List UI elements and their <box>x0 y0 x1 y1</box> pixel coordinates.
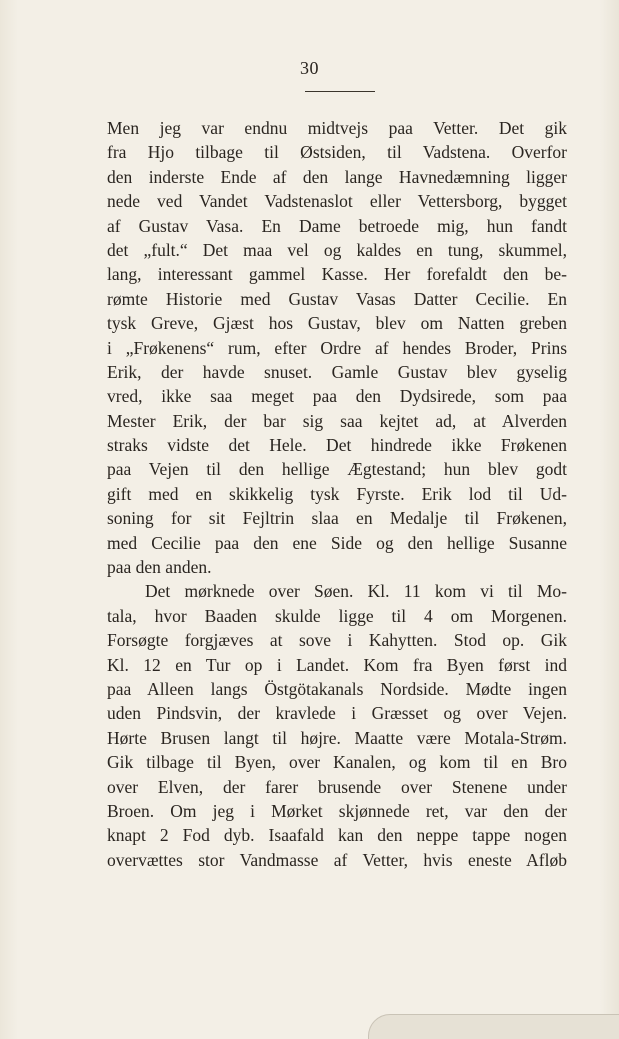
text-line: paa Alleen langs Östgötakanals Nordside. Mødte ingen <box>107 678 567 699</box>
text-line: straks vidste det Hele. Det hindrede ikke Frøkenen <box>107 435 567 456</box>
header-rule <box>305 91 375 92</box>
text-line: tysk Greve, Gjæst hos Gustav, blev om Natten greben <box>107 313 567 334</box>
text-line: soning for sit Fejltrin slaa en Medalje til Frøkenen, <box>107 508 567 529</box>
text-line: gift med en skikkelig tysk Fyrste. Erik lod til Ud- <box>107 483 567 504</box>
body-text <box>107 116 567 872</box>
text-line: Men jeg var endnu midtvejs paa Vetter. Det gik <box>107 118 567 138</box>
text-line: fra Hjo tilbage til Østsiden, til Vadstena. Overfor <box>107 142 567 163</box>
text-line: uden Pindsvin, der kravlede i Græsset og over Vejen. <box>107 703 567 724</box>
text-line: rømte Historie med Gustav Vasas Datter Cecilie. En <box>107 288 567 309</box>
text-line: af Gustav Vasa. En Dame betroede mig, hun fandt <box>107 215 567 236</box>
text-line: lang, interessant gammel Kasse. Her forefaldt den be- <box>107 264 567 285</box>
text-line: det „fult.“ Det maa vel og kaldes en tung, skummel, <box>107 239 567 260</box>
page-corner-curl <box>368 1014 619 1039</box>
paragraph-start-line: Det mørknede over Søen. Kl. 11 kom vi til Mo- <box>145 581 567 602</box>
text-line: Forsøgte forgjæves at sove i Kahytten. Stod op. Gik <box>107 630 567 651</box>
text-line: Broen. Om jeg i Mørket skjønnede ret, var den der <box>107 800 567 821</box>
text-line: Mester Erik, der bar sig saa kejtet ad, at Alverden <box>107 410 567 431</box>
text-line: i „Frøkenens“ rum, efter Ordre af hendes Broder, Prins <box>107 337 567 358</box>
text-line: Erik, der havde snuset. Gamle Gustav blev gyselig <box>107 361 567 382</box>
text-line: Hørte Brusen langt til højre. Maatte være Motala-Strøm. <box>107 727 567 748</box>
text-line: med Cecilie paa den ene Side og den hellige Susanne <box>107 532 567 553</box>
text-line: tala, hvor Baaden skulde ligge til 4 om Morgenen. <box>107 605 567 626</box>
paragraph-end-line: paa den anden. <box>107 557 212 578</box>
text-line: vred, ikke saa meget paa den Dydsirede, som paa <box>107 386 567 407</box>
page-number: 30 <box>300 58 319 78</box>
text-line: Kl. 12 en Tur op i Landet. Kom fra Byen først ind <box>107 654 567 675</box>
text-line: over Elven, der farer brusende over Stenene under <box>107 776 567 797</box>
text-line: Gik tilbage til Byen, over Kanalen, og kom til en Bro <box>107 752 567 773</box>
text-line: knapt 2 Fod dyb. Isaafald kan den neppe tappe nogen <box>107 825 567 846</box>
text-line: paa Vejen til den hellige Ægtestand; hun blev godt <box>107 459 567 480</box>
text-line: nede ved Vandet Vadstenaslot eller Vettersborg, bygget <box>107 191 567 212</box>
text-line: overvættes stor Vandmasse af Vetter, hvis eneste Afløb <box>107 849 567 870</box>
text-line: den inderste Ende af den lange Havnedæmning ligger <box>107 166 567 187</box>
